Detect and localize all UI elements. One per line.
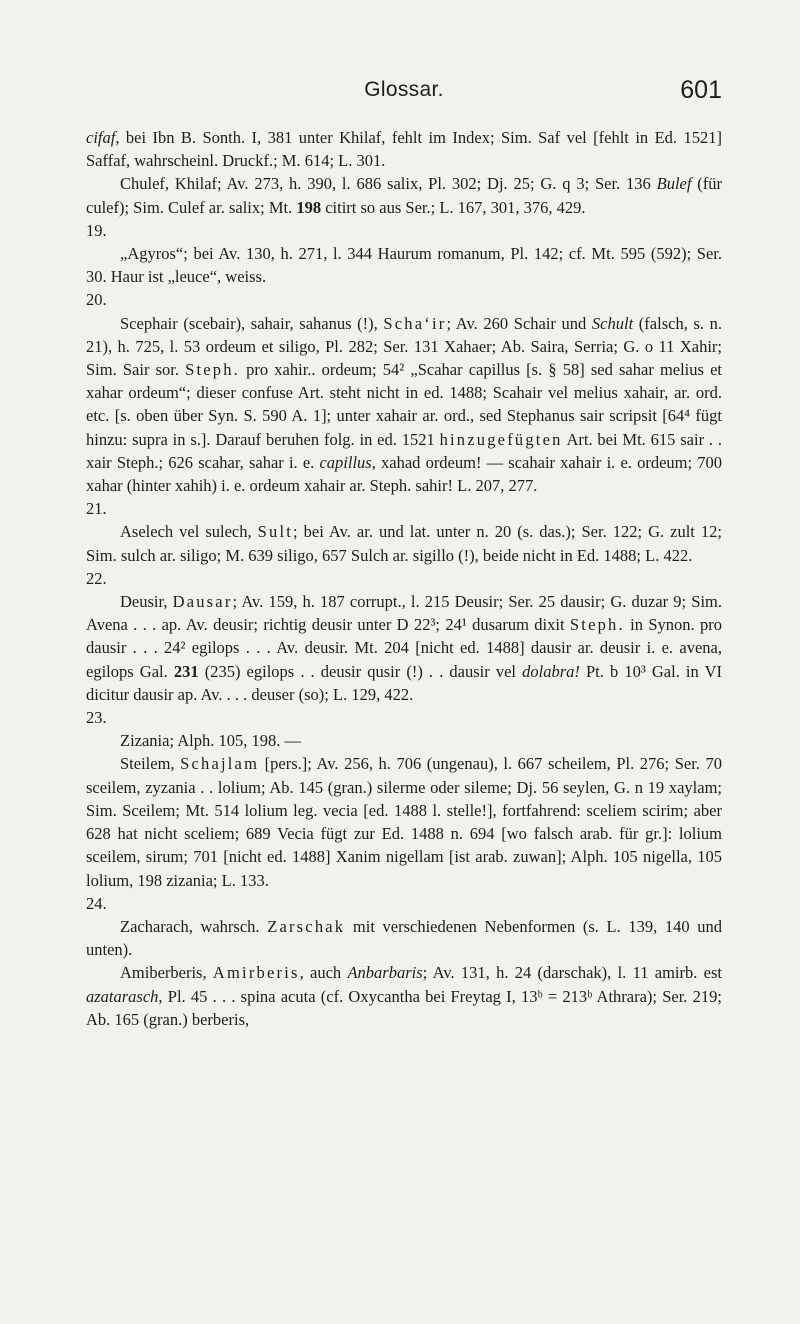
entry-text: Scephair (scebair), sahair, sahanus (!), [120,313,384,333]
entry-number-21: 21. [86,499,107,519]
spaced-term: Steph. [569,615,625,635]
page-number: 601 [680,76,722,104]
entry-20-paragraph [86,312,722,498]
entry-22-paragraph [86,590,722,706]
entry-text: ; Av. 159, h. 187 corrupt., l. 215 Deusir; Ser. 25 dausir; G. duzar 9; Sim. Avena . . . ap. Av. deusir; richtig deusir unter D 22³; 24¹ dusarum dixit [86,592,722,635]
bold-number: 198 [296,197,322,217]
lemma: cifaf [86,128,116,147]
bold-number: 231 [173,661,199,681]
entry-text: Zacharach, wahrsch. [120,916,268,936]
entry-24-paragraph [86,915,722,961]
entry-number-20: 20. [86,290,107,310]
glossary-text [86,126,722,1031]
entry-text: (für culef); Sim. Culef ar. salix; Mt. [86,174,722,217]
entry-text: [pers.]; Av. 256, h. 706 (ungenau), l. 667 scheilem, Pl. 276; Ser. 70 sceilem, zyzania . . lolium; Ab. 145 (gran.) silerme oder sileme; Dj. 56 seylen, G. n 19 xaylam; Sim. Sceilem; Mt. 514 lolium leg. vecia [ed. 1488 l. stelle!], fortfahrend: sceliem scirim; aber 628 hat nicht sceliem; 689 Vecia fügt zur Ed. 1488 n. 694 [wo falsch arab. für gr.]: lolium sceilem, sirum; 701 [nicht ed. 1488] Xanim nigellam [ist arab. zuwan]; Alph. 105 nigella, 105 lolium, 198 zizania; L. 133. [86,754,722,890]
spaced-term: Amirberis [212,963,300,983]
entry-19-paragraph: „Agyros“; bei Av. 130, h. 271, l. 344 Haurum romanum, Pl. 142; cf. Mt. 595 (592); Ser. 30. Haur ist „leuce“, weiss. [86,244,722,287]
entry-text: Aselech vel sulech, [120,522,258,542]
spaced-term: Zarschak [267,916,346,936]
entry-number-23: 23. [86,708,107,728]
entry-text: Amiberberis, [120,963,213,983]
entry-text: pro xahir.. ordeum; 54² „Scahar capillus [s. § 58] sed sahar melius et xahar ordeum“; dieser confuse Art. steht nicht in ed. 1488; Scahair vel melius xahair, ar. ord. etc. [s. oben über Syn. S. 590 A. 1]; unter xahair ar. ord., sed Stephanus sair scripsit [64⁴ fügt hinzu: supra in s.]. Darauf beruhen folg. in ed. 1521 [86,360,722,449]
entry-text: , bei Ibn B. Sonth. I, 381 unter Khilaf, fehlt im Index; Sim. Saf vel [fehlt in Ed. 1521] Saffaf, wahrscheinl. Druckf.; M. 614; L. 301. [86,128,722,171]
italic-term: Bulef [656,174,692,194]
italic-term: Schult [591,313,634,333]
spaced-term: Dausar [172,592,233,612]
entry-text: in Synon. pro dausir . . . 24² egilops . . . Av. deusir. Mt. 204 [nicht ed. 1488] dausir ar. deusir i. e. avena, egilops Gal. [86,615,723,681]
entry-number-24: 24. [86,893,107,913]
entry-24-paragraph-2 [86,961,722,1031]
entry-text: Art. bei Mt. 615 sair . . xair Steph.; 626 scahar, sahar i. e. [86,429,722,472]
entry-text: Deusir, [120,592,173,612]
italic-term: dolabra! [522,661,580,681]
entry-number-22: 22. [86,568,107,588]
spaced-term: hinzugefügten [439,429,563,449]
entry-text: , auch [299,963,348,983]
italic-term: capillus [319,452,372,472]
entry-text: mit verschiedenen Nebenformen (s. L. 139, 140 und unten). [86,916,723,960]
italic-term: azatarasch [86,986,159,1006]
entry-text: (235) egilops . . deusir qusir (!) . . dausir vel [198,661,523,681]
spaced-term: Sult [257,522,294,542]
spaced-term: Scha‘ir [383,313,447,333]
spaced-term: Schajlam [180,754,260,774]
italic-term: Anbarbaris [347,963,423,983]
entry-21-paragraph [86,520,722,566]
entry-23-paragraph: Zizania; Alph. 105, 198. — [120,731,302,751]
entry-text: citirt so aus Ser.; L. 167, 301, 376, 429. [321,197,586,217]
entry-18-paragraph-2 [86,172,722,218]
entry-text: , Pl. 45 . . . spina acuta (cf. Oxycantha bei Freytag I, 13ᵇ = 213ᵇ Athrara); Ser. 219; Ab. 165 (gran.) berberis, [86,986,722,1029]
entry-number-19: 19. [86,220,107,240]
spaced-term: Steph. [185,360,241,380]
page-header [86,76,722,106]
entry-text: (falsch, s. n. 21), h. 725, l. 53 ordeum et siligo, Pl. 282; Ser. 131 Xahaer; Ab. Saira, Serria; G. o 11 Xahir; Sim. Sair sor. [86,313,722,380]
entry-text: ; Av. 260 Schair und [446,313,592,333]
entry-text: , xahad ordeum! — scahair xahair i. e. ordeum; 700 xahar (hinter xahih) i. e. ordeum xahair ar. Steph. sahir! L. 207, 277. [86,452,722,496]
entry-text: Pt. b 10³ Gal. in VI dicitur dausir ap. Av. . . . deuser (so); L. 129, 422. [86,661,722,704]
entry-text: Chulef, Khilaf; Av. 273, h. 390, l. 686 salix, Pl. 302; Dj. 25; G. q 3; Ser. 136 [120,174,657,194]
entry-text: Steilem, [120,754,181,774]
running-head: Glossar. [364,78,444,101]
entry-23-paragraph-2 [86,752,722,891]
entry-18-paragraph [86,126,722,172]
entry-text: ; bei Av. ar. und lat. unter n. 20 (s. das.); Ser. 122; G. zult 12; Sim. sulch ar. siligo; M. 639 siligo, 657 Sulch ar. sigillo (!), beide nicht in Ed. 1488; L. 422. [86,522,722,565]
entry-text: ; Av. 131, h. 24 (darschak), l. 11 amirb. est [422,963,722,983]
